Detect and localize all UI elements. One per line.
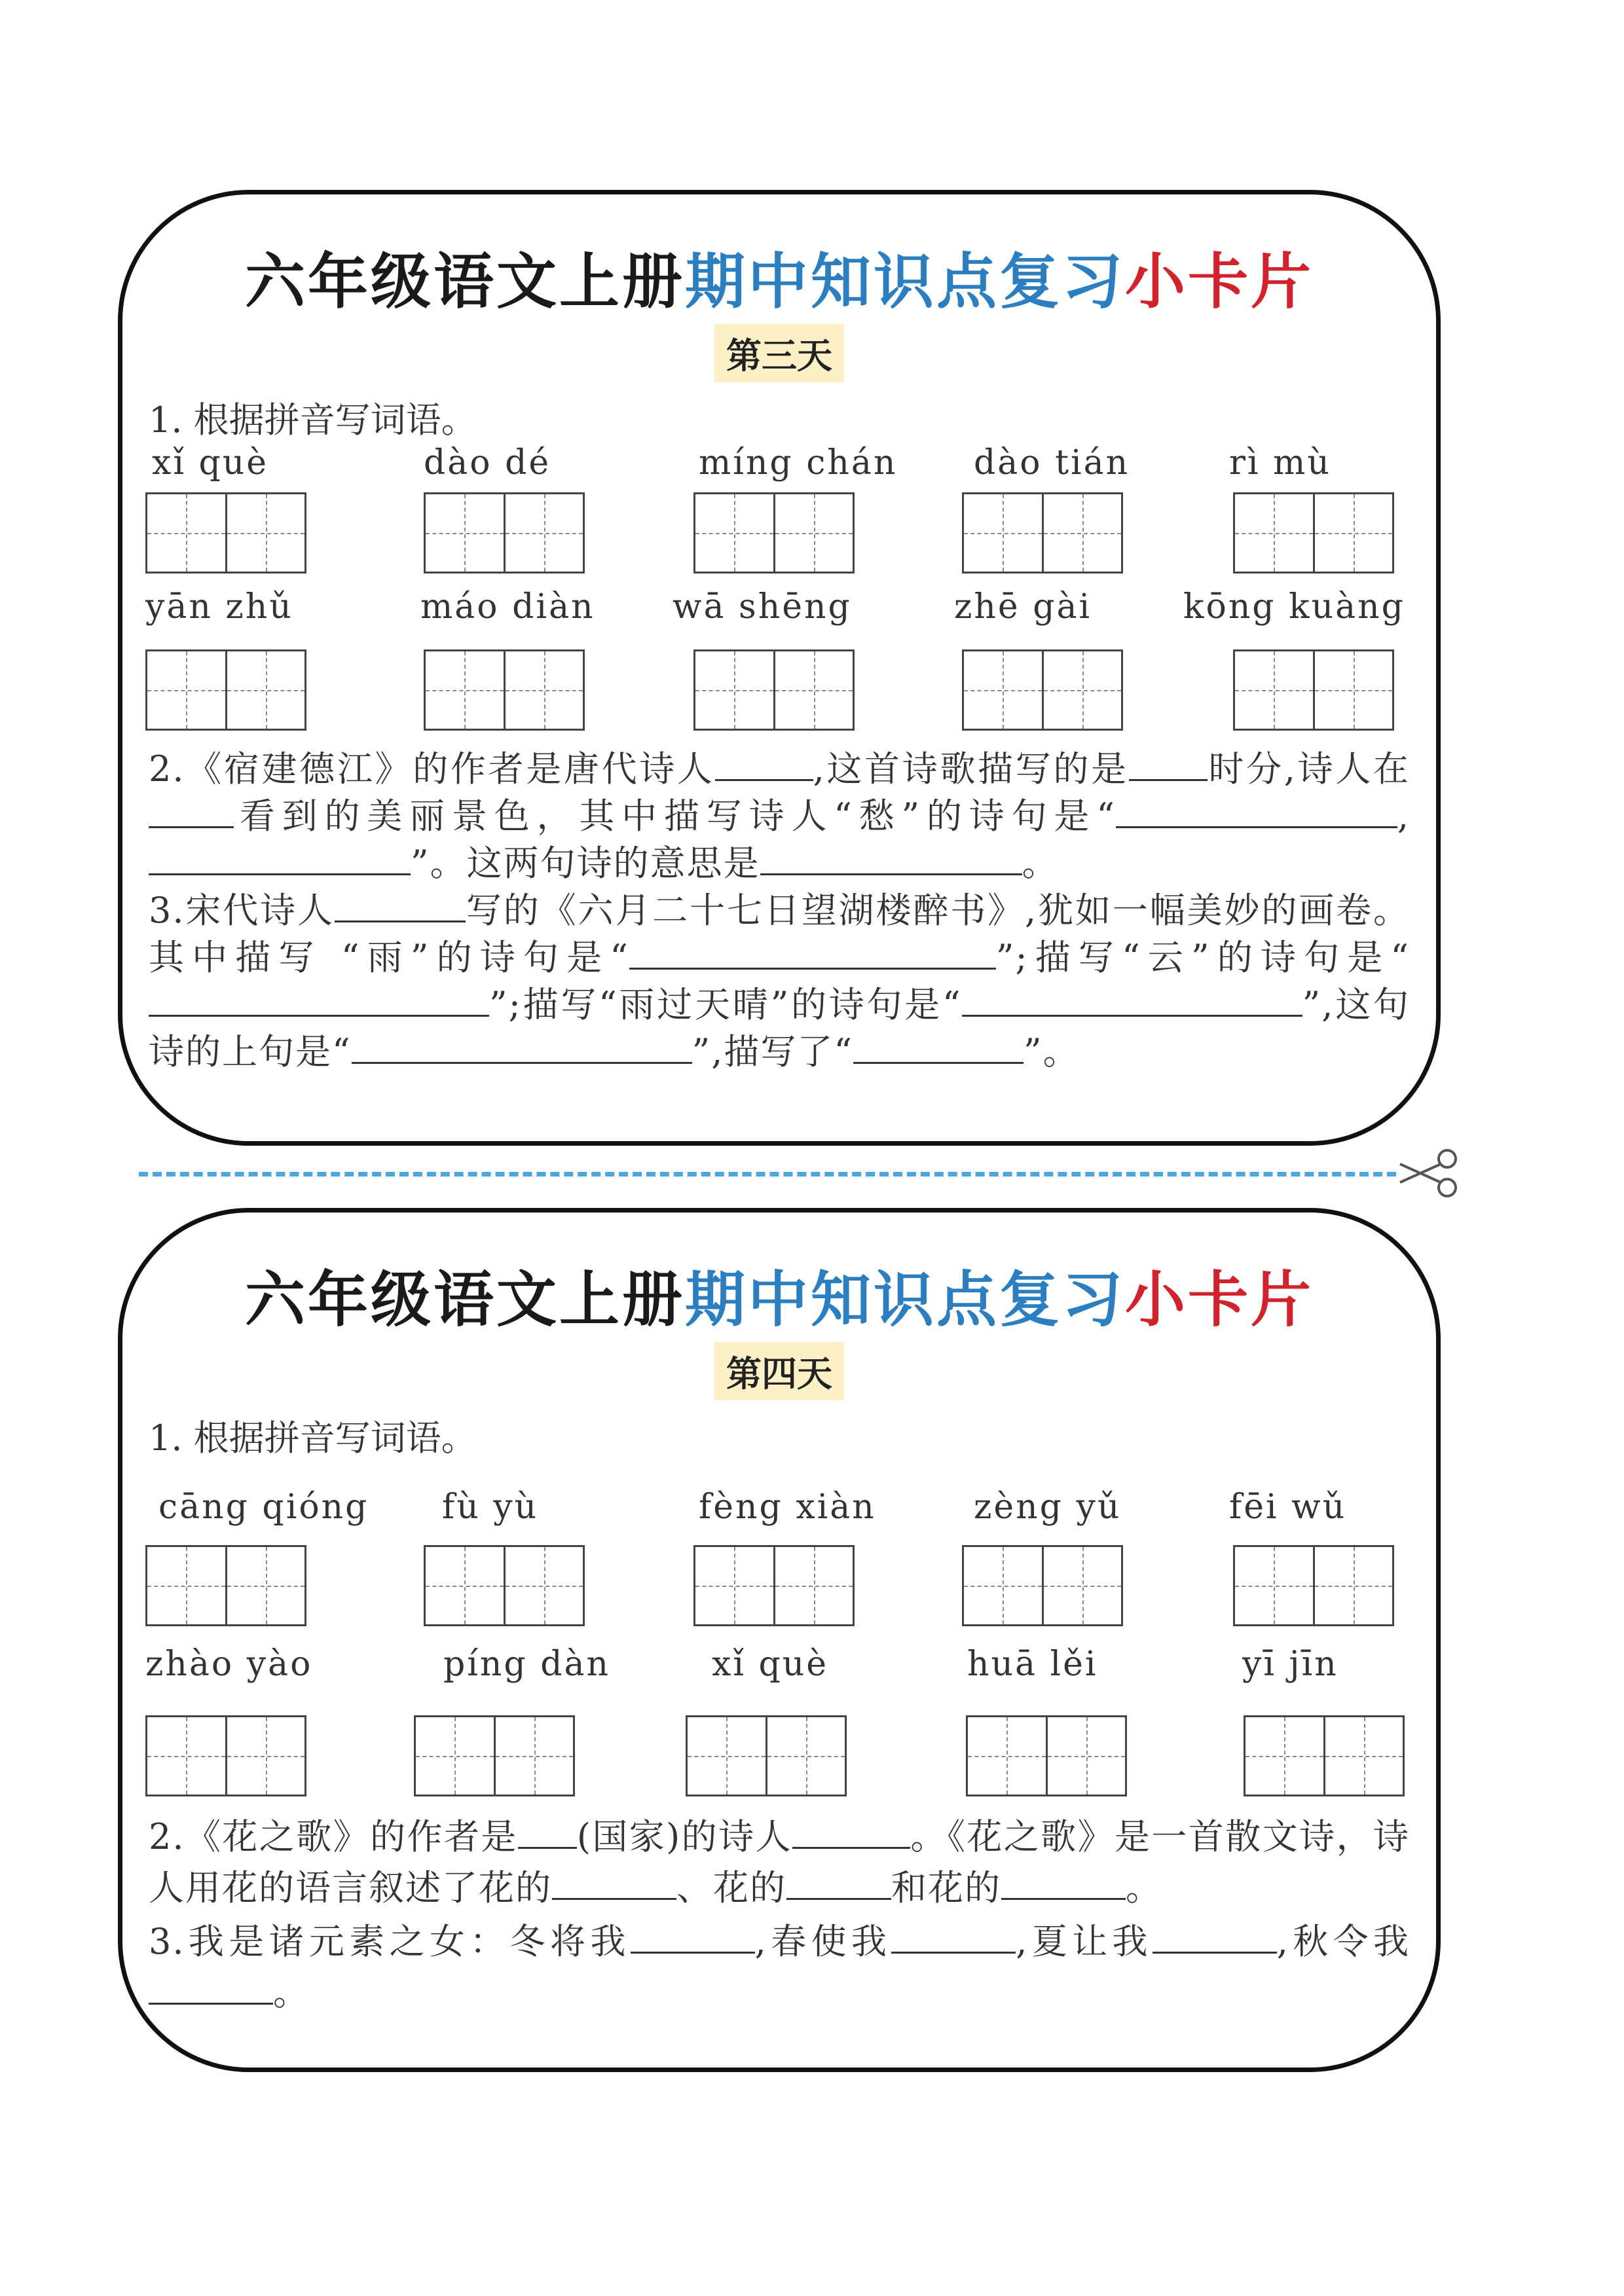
writing-grid[interactable] — [145, 492, 306, 574]
pinyin-label: dào tián — [974, 443, 1130, 483]
pinyin-label: yān zhǔ — [145, 587, 293, 627]
pinyin-label: zhē gài — [954, 587, 1092, 627]
writing-grid[interactable] — [962, 649, 1123, 731]
writing-grid[interactable] — [1233, 492, 1394, 574]
pinyin-label: wā shēng — [673, 587, 852, 627]
writing-grid[interactable] — [693, 649, 855, 731]
card-title: 六年级语文上册期中知识点复习小卡片 — [244, 1265, 1314, 1335]
answer-blank[interactable] — [760, 841, 1022, 875]
pinyin-label: yī jīn — [1242, 1645, 1338, 1684]
answer-blank[interactable] — [149, 793, 234, 828]
answer-blank[interactable] — [1001, 1865, 1126, 1900]
answer-blank[interactable] — [352, 1029, 692, 1064]
answer-blank[interactable] — [792, 1814, 910, 1849]
question-3: 3.我是诸元素之女：冬将我 ,春使我 ,夏让我 ,秋令我。 — [149, 1916, 1410, 2018]
question-3: 3.宋代诗人 写的《六月二十七日望湖楼醉书》,犹如一幅美妙的画卷。其中描写 “雨”的诗句是“ ”;描写“云”的诗句是“”;描写“雨过天晴”的诗句是“ ”,这句诗的上句是“ ”,描写了“ ”。 — [149, 887, 1410, 1076]
question-2: 2.《花之歌》的作者是 (国家)的诗人 。《花之歌》是一首散文诗，诗人用花的语言叙述了花的 、花的 和花的 。 — [149, 1812, 1410, 1914]
writing-grid[interactable] — [693, 1545, 855, 1626]
writing-grid[interactable] — [1233, 1545, 1394, 1626]
pinyin-label: rì mù — [1229, 443, 1331, 483]
answer-blank[interactable] — [149, 1970, 273, 2005]
answer-blank[interactable] — [962, 982, 1302, 1017]
answer-blank[interactable] — [1153, 1919, 1277, 1954]
pinyin-label: míng chán — [699, 443, 898, 483]
scissors-icon — [1395, 1144, 1460, 1203]
pinyin-label: máo diàn — [420, 587, 595, 627]
answer-blank[interactable] — [1129, 746, 1208, 781]
pinyin-label: fèng xiàn — [699, 1487, 876, 1527]
answer-blank[interactable] — [518, 1814, 577, 1849]
question-2: 2.《宿建德江》的作者是唐代诗人 ,这首诗歌描写的是 时分,诗人在看到的美丽景色，其中描写诗人“愁”的诗句是“ ,”。这两句诗的意思是 。 — [149, 746, 1410, 887]
pinyin-label: kōng kuàng — [1183, 587, 1405, 627]
writing-grid[interactable] — [962, 1545, 1123, 1626]
pinyin-label: xǐ què — [152, 443, 269, 483]
pinyin-label: cāng qióng — [158, 1487, 369, 1527]
writing-grid[interactable] — [145, 1715, 306, 1796]
writing-grid[interactable] — [686, 1715, 847, 1796]
review-card-day3 — [118, 190, 1441, 1146]
day-badge: 第三天 — [714, 324, 844, 382]
card-title: 六年级语文上册期中知识点复习小卡片 — [244, 247, 1314, 317]
writing-grid[interactable] — [145, 649, 306, 731]
pinyin-label: zèng yǔ — [974, 1487, 1122, 1527]
question-1-heading: 1. 根据拼音写词语。 — [149, 399, 477, 441]
question-1-heading: 1. 根据拼音写词语。 — [149, 1417, 477, 1459]
answer-blank[interactable] — [715, 746, 813, 781]
writing-grid[interactable] — [424, 649, 585, 731]
day-badge: 第四天 — [714, 1342, 844, 1400]
answer-blank[interactable] — [149, 841, 411, 875]
pinyin-label: fù yù — [442, 1487, 539, 1527]
answer-blank[interactable] — [891, 1919, 1016, 1954]
answer-blank[interactable] — [1116, 793, 1397, 828]
review-card-day4 — [118, 1208, 1441, 2072]
cut-line — [139, 1172, 1396, 1176]
answer-blank[interactable] — [149, 982, 489, 1017]
pinyin-label: fēi wǔ — [1229, 1487, 1347, 1527]
writing-grid[interactable] — [693, 492, 855, 574]
answer-blank[interactable] — [853, 1029, 1024, 1064]
answer-blank[interactable] — [786, 1865, 891, 1900]
writing-grid[interactable] — [966, 1715, 1127, 1796]
pinyin-label: xǐ què — [712, 1645, 829, 1684]
answer-blank[interactable] — [335, 888, 466, 922]
answer-blank[interactable] — [631, 1919, 755, 1954]
pinyin-label: píng dàn — [443, 1645, 611, 1684]
writing-grid[interactable] — [424, 492, 585, 574]
writing-grid[interactable] — [424, 1545, 585, 1626]
writing-grid[interactable] — [145, 1545, 306, 1626]
pinyin-label: zhào yào — [145, 1645, 313, 1684]
pinyin-label: huā lěi — [967, 1645, 1098, 1684]
answer-blank[interactable] — [629, 935, 996, 970]
writing-grid[interactable] — [962, 492, 1123, 574]
writing-grid[interactable] — [1244, 1715, 1405, 1796]
writing-grid[interactable] — [414, 1715, 575, 1796]
answer-blank[interactable] — [552, 1865, 676, 1900]
pinyin-label: dào dé — [424, 443, 551, 483]
writing-grid[interactable] — [1233, 649, 1394, 731]
